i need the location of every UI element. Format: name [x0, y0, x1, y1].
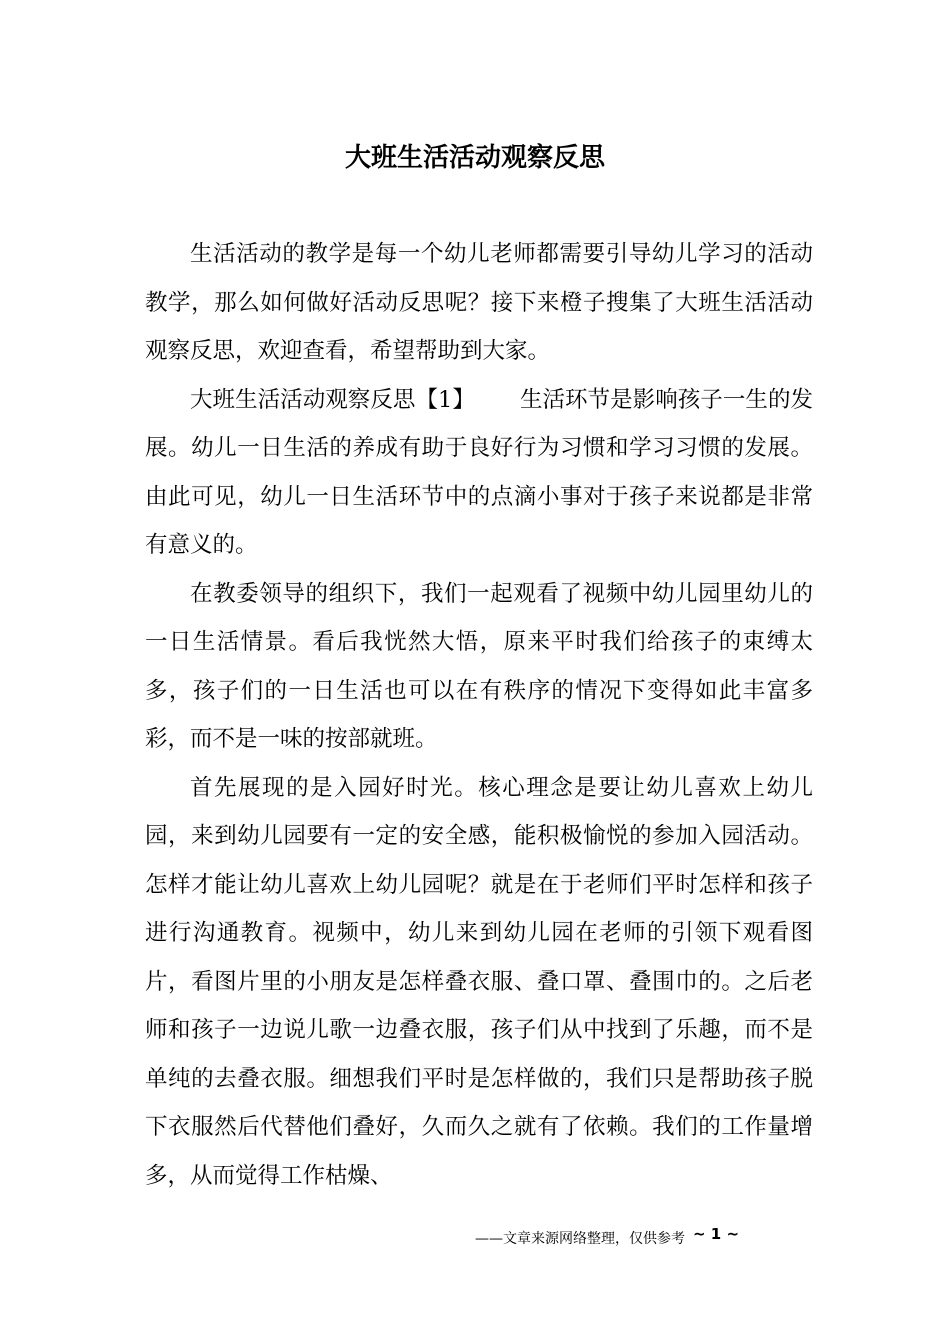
document-body: [145, 230, 813, 1200]
section-heading: 大班生活活动观察反思【1】: [190, 386, 475, 413]
document-title: 大班生活活动观察反思: [344, 143, 605, 173]
source-note: ——文章来源网络整理，仅供参考: [475, 1231, 685, 1247]
page-footer: [475, 1225, 740, 1249]
paragraph-section-1: [145, 376, 813, 570]
paragraph-intro: 生活活动的教学是每一个幼儿老师都需要引导幼儿学习的活动教学，那么如何做好活动反思呢？接下来橙子搜集了大班生活活动观察反思，欢迎查看，希望帮助到大家。: [145, 241, 813, 364]
page-number: ~ 1 ~: [693, 1225, 740, 1243]
paragraph-arrival-time: 首先展现的是入园好时光。核心理念是要让幼儿喜欢上幼儿园，来到幼儿园要有一定的安全感，能积极愉悦的参加入园活动。怎样才能让幼儿喜欢上幼儿园呢？就是在于老师们平时怎样和孩子进行沟通教育。视频中，幼儿来到幼儿园在老师的引领下观看图片，看图片里的小朋友是怎样叠衣服、叠口罩、叠围巾的。之后老师和孩子一边说儿歌一边叠衣服，孩子们从中找到了乐趣，而不是单纯的去叠衣服。细想我们平时是怎样做的，我们只是帮助孩子脱下衣服然后代替他们叠好，久而久之就有了依赖。我们的工作量增多，从而觉得工作枯燥、: [145, 774, 813, 1189]
section-text: 生活环节是影响孩子一生的发展。幼儿一日生活的养成有助于良好行为习惯和学习习惯的发展。由此可见，幼儿一日生活环节中的点滴小事对于孩子来说都是非常有意义的。: [145, 386, 813, 558]
paragraph-video-observation: 在教委领导的组织下，我们一起观看了视频中幼儿园里幼儿的一日生活情景。看后我恍然大悟，原来平时我们给孩子的束缚太多，孩子们的一日生活也可以在有秩序的情况下变得如此丰富多彩，而不是一味的按部就班。: [145, 580, 813, 752]
